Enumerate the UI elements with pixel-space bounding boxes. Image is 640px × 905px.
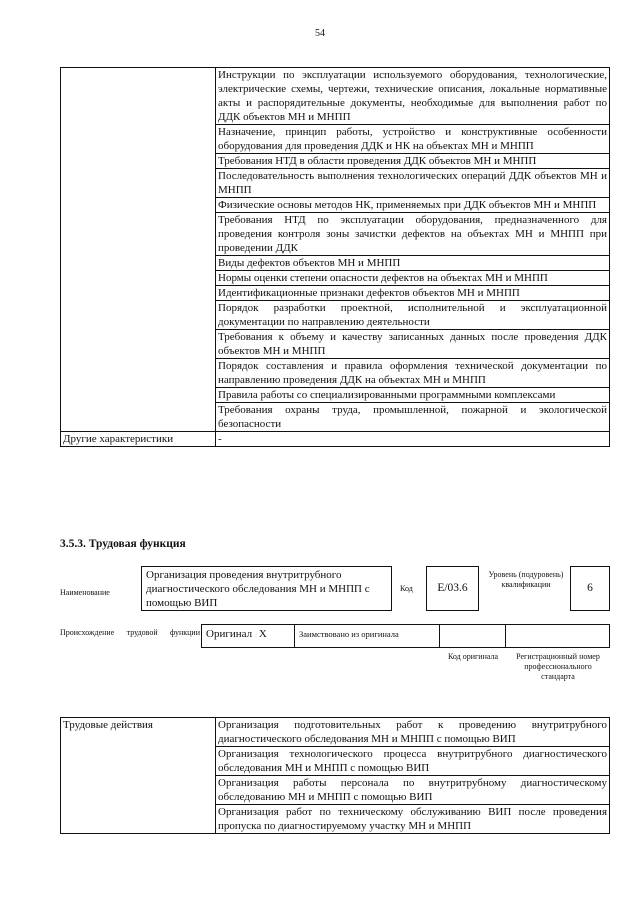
original-mark: X	[258, 628, 267, 640]
actions-table	[60, 717, 610, 834]
table-cell: Требования охраны труда, промышленной, пожарной и экологической безопасности	[216, 403, 610, 432]
table-cell: Идентификационные признаки дефектов объектов МН и МНПП	[216, 286, 610, 301]
origin-original-cell	[201, 624, 295, 648]
borrowed-cell: Заимствовано из оригинала	[294, 624, 440, 648]
table-cell: Правила работы со специализированными программными комплексами	[216, 388, 610, 403]
other-characteristics-value: -	[216, 432, 610, 447]
function-name-box: Организация проведения внутритрубного диагностического обследования МН и МНПП с помощью ВИП	[141, 566, 392, 611]
table-row	[61, 432, 610, 447]
table-cell: Организация работ по техническому обслуживанию ВИП после проведения пропуска по диагностируемому участку МН и МНПП	[216, 805, 610, 834]
level-label: Уровень (подуровень) квалификации	[488, 570, 564, 589]
table-cell: Требования к объему и качеству записанных данных после проведения ДДК объектов МН и МНПП	[216, 330, 610, 359]
table-cell: Инструкции по эксплуатации используемого оборудования, технологические, электрические схемы, чертежи, технические описания, локальные нормативные акты и распорядительные документы, необходимые для выполнения работ по ДДК объектов МН и МНПП	[216, 68, 610, 125]
table-cell: Физические основы методов НК, применяемых при ДДК объектов МН и МНПП	[216, 198, 610, 213]
table-cell-left-empty	[61, 68, 216, 432]
table-cell: Порядок разработки проектной, исполнительной и эксплуатационной документации по направлению деятельности	[216, 301, 610, 330]
table-cell: Требования НТД в области проведения ДДК объектов МН и МНПП	[216, 154, 610, 169]
table-row	[61, 68, 610, 125]
table-cell: Виды дефектов объектов МН и МНПП	[216, 256, 610, 271]
table-cell: Организация работы персонала по внутритрубному диагностическому обследованию МН и МНПП с помощью ВИП	[216, 776, 610, 805]
registration-number-box	[505, 624, 610, 648]
original-label: Оригинал	[206, 628, 253, 640]
table-row	[61, 718, 610, 747]
code-label: Код	[400, 584, 413, 593]
registration-caption: Регистрационный номер профессионального стандарта	[516, 652, 600, 681]
table-cell: Организация технологического процесса внутритрубного диагностического обследования МН и МНПП с помощью ВИП	[216, 747, 610, 776]
other-characteristics-label: Другие характеристики	[61, 432, 216, 447]
table-cell: Нормы оценки степени опасности дефектов на объектах МН и МНПП	[216, 271, 610, 286]
code-original-caption: Код оригинала	[447, 652, 499, 661]
table-cell: Назначение, принцип работы, устройство и конструктивные особенности оборудования для проведения ДДК и НК на объектах МН и МНПП	[216, 125, 610, 154]
actions-label: Трудовые действия	[61, 718, 216, 834]
original-code-box	[439, 624, 506, 648]
table-cell: Порядок составления и правила оформления технической документации по направлению проведения ДДК на объектах МН и МНПП	[216, 359, 610, 388]
table-cell: Организация подготовительных работ к проведению внутритрубного диагностического обследования МН и МНПП с помощью ВИП	[216, 718, 610, 747]
code-box: E/03.6	[426, 566, 479, 611]
knowledge-table	[60, 67, 610, 447]
table-cell: Требования НТД по эксплуатации оборудования, предназначенного для проведения контроля зоны зачистки дефектов на объектах МН и МНПП при проведении ДДК	[216, 213, 610, 256]
page-number: 54	[315, 28, 325, 39]
level-box: 6	[570, 566, 610, 611]
section-heading: 3.5.3. Трудовая функция	[60, 538, 186, 550]
table-cell: Последовательность выполнения технологических операций ДДК объектов МН и МНПП	[216, 169, 610, 198]
name-label: Наименование	[60, 588, 110, 597]
origin-label: Происхождение трудовой функции	[60, 628, 200, 637]
